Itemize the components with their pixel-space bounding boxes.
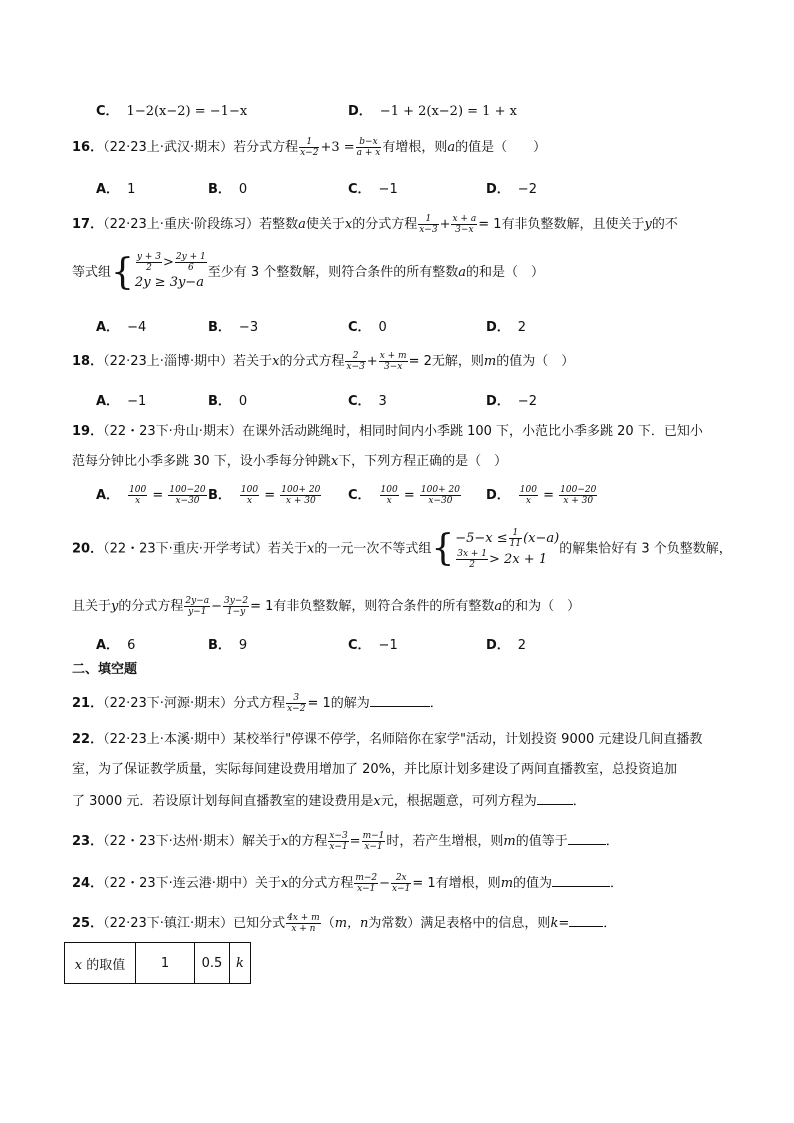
q19-stem-line2: 范每分钟比小季多跳 30 下，设小季每分钟跳x下，下列方程正确的是（ ） [72,454,508,469]
q19-option-b: B． $\frac{100}{x}$ = $\frac{100+ 20}{x + 30}$ [208,485,321,506]
q22-stem-line1: 22．（22·23上·本溪·期中）某校举行"停课不停学，名师陪你在家学"活动，计划投资 9000 元建设几间直播教 [72,732,703,747]
q20-option-d: D． 2 [486,638,527,653]
q16-option-d: D． −2 [486,182,537,197]
q15-option-c: C． 1−2(x−2) = −1−x [96,104,248,119]
q25-value-table [64,942,251,984]
q18-option-c: C． 3 [348,394,387,409]
section-title-fill-in: 二、填空题 [72,662,138,677]
q19-option-c: C． $\frac{100}{x}$ = $\frac{100+ 20}{x-30}$ [348,485,460,506]
q16-option-c: C． −1 [348,182,398,197]
answer-blank[interactable] [537,790,573,805]
q18-stem: 18．（22·23上·淄博·期中）若关于x的分式方程 $\frac{2}{x-3}$ + $\frac{x + m}{3-x}$ = 2无解，则m的值为（ ） [72,351,575,372]
q21-stem: 21．（22·23下·河源·期末）分式方程 $\frac{3}{x-2}$ = 1的解为 ． [72,693,443,714]
table-row [65,943,251,984]
answer-blank[interactable] [552,872,610,887]
q16-stem: 16．（22·23上·武汉·期末）若分式方程 $\frac{1}{x-2}$ +3 = $\frac{b-x}{a + x}$ 有增根，则a的值是（ ） [72,137,547,158]
q16-option-a: A． 1 [96,182,136,197]
q20-option-b: B． 9 [208,638,248,653]
q24-stem: 24．（22・23下·连云港·期中）关于x的分式方程 $\frac{m-2}{x-1}$ − $\frac{2x}{x-1}$ = 1有增根，则m的值为 ． [72,873,624,894]
q17-option-c: C． 0 [348,320,387,335]
q17-option-b: B． −3 [208,320,259,335]
q18-option-d: D． −2 [486,394,537,409]
table-cell: k [230,943,251,984]
q20-stem-line2: 且关于y的分式方程 $\frac{2y-a}{y-1}$ − $\frac{3y-2}{1-y}$ = 1有非负整数解，则符合条件的所有整数a的和为（ ） [72,596,581,617]
q19-stem-line1: 19．（22・23下·舟山·期末）在课外活动跳绳时，相同时间内小季跳 100 下，小范比小季多跳 20 下．已知小 [72,424,703,439]
q17-option-d: D． 2 [486,320,527,335]
q20-option-a: A． 6 [96,638,136,653]
answer-blank[interactable] [370,692,430,707]
q20-option-c: C． −1 [348,638,398,653]
q22-stem-line3: 了 3000 元．若设原计划每间直播教室的建设费用是x元，根据题意，可列方程为 ． [72,790,732,812]
q17-option-a: A． −4 [96,320,147,335]
table-cell: 0.5 [195,943,230,984]
q25-stem: 25．（22·23下·镇江·期末）已知分式 $\frac{4x + m}{x + n}$ （m，n为常数）满足表格中的信息，则k= ． [72,913,617,934]
q19-option-a: A． $\frac{100}{x}$ = $\frac{100-20}{x-30}$ [96,485,206,506]
q20-stem-line1: 20．（22・23下·重庆·开学考试）若关于x的一元一次不等式组{ −5−x ≤ $\frac{1}{11}$ (x−a) $\frac{3x + 1}{2}$ > 2x + 1 的解集恰好有 3 个负整数解， [72,528,732,570]
q18-option-a: A． −1 [96,394,147,409]
table-header-cell: x 的取值 [65,943,136,984]
q23-stem: 23．（22・23下·达州·期末）解关于x的方程 $\frac{x-3}{x-1}$ = $\frac{m-1}{x-1}$ 时，若产生增根，则m的值等于 ． [72,831,619,852]
table-cell: 1 [136,943,195,984]
q19-option-d: D． $\frac{100}{x}$ = $\frac{100-20}{x + 30}$ [486,485,597,506]
q18-option-b: B． 0 [208,394,248,409]
q17-stem-line1: 17．（22·23上·重庆·阶段练习）若整数a使关于x的分式方程 $\frac{1}{x-3}$ + $\frac{x + a}{3-x}$ = 1有非负整数解，且使关于y的不 [72,214,678,235]
q22-stem-line2: 室，为了保证教学质量，实际每间建设费用增加了 20%，并比原计划多建设了两间直播教室，总投资追加 [72,762,678,777]
answer-blank[interactable] [568,830,606,845]
q16-option-b: B． 0 [208,182,248,197]
answer-blank[interactable] [569,912,603,927]
q17-stem-line2: 等式组{ $\frac{y + 3}{2}$ > $\frac{2y + 1}{6}$ 2y ≥ 3y−a 至少有 3 个整数解，则符合条件的所有整数a的和是（ ） [72,251,545,293]
q15-option-d: D． −1 + 2(x−2) = 1 + x [348,104,517,119]
